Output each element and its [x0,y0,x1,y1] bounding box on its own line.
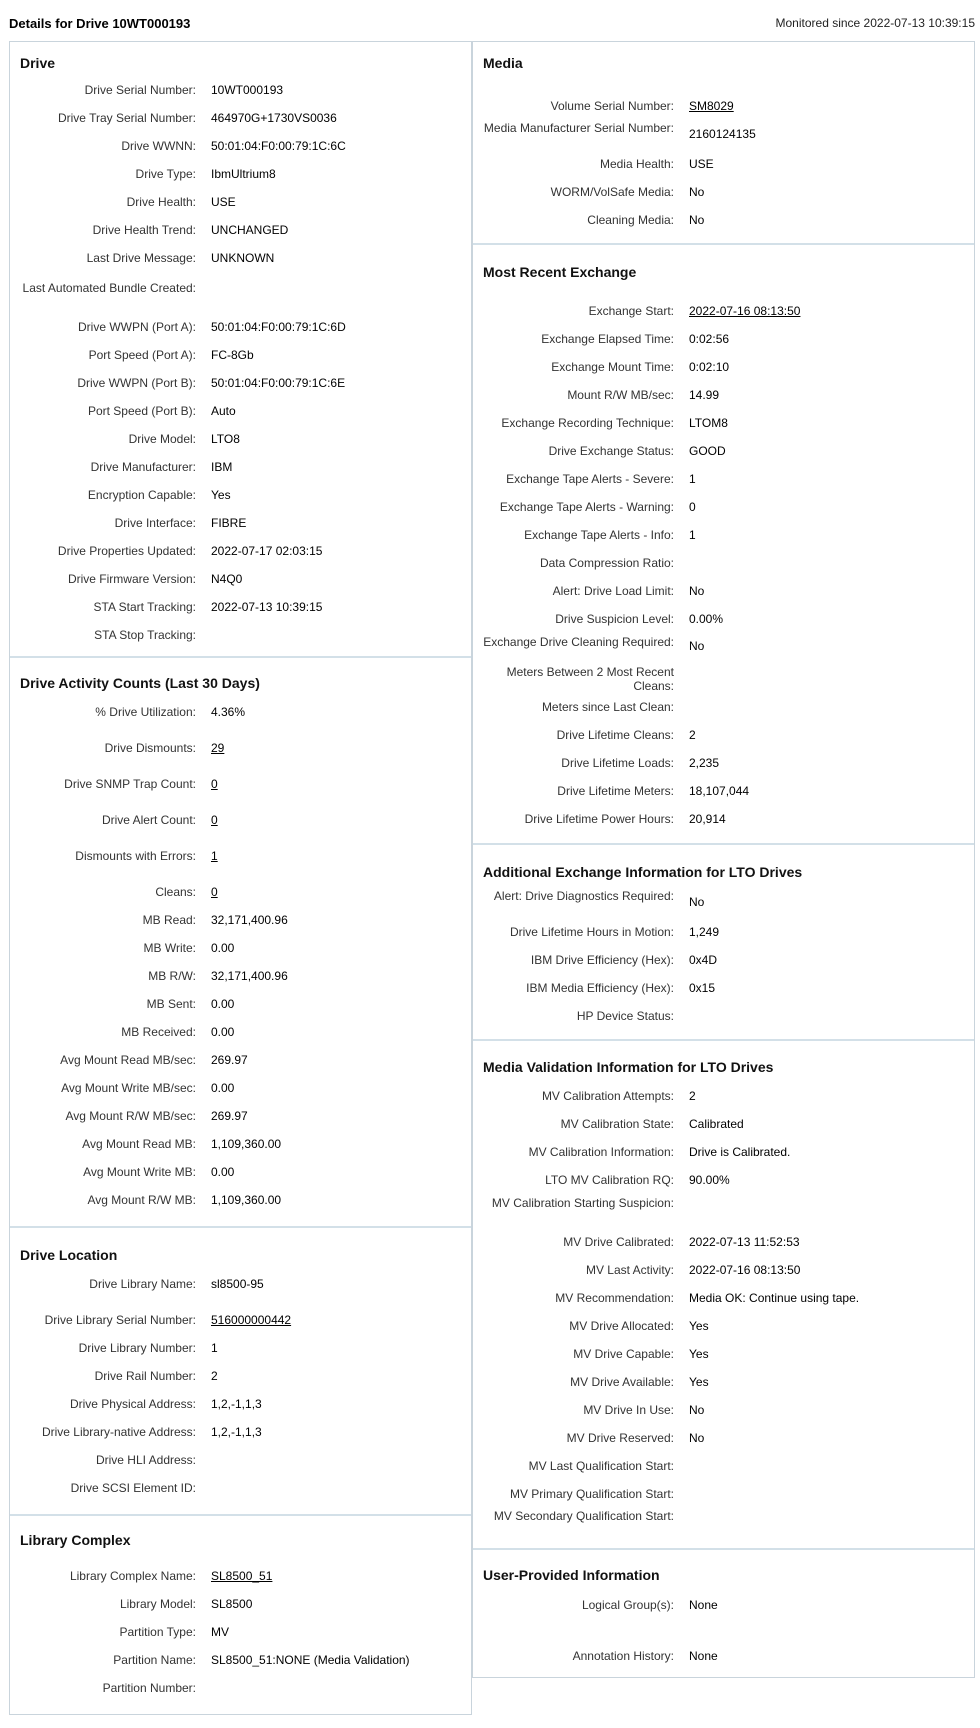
field-label: WORM/VolSafe Media: [550,185,674,199]
field-value: Yes [689,1347,709,1361]
info-row [10,885,471,913]
library-complex-panel [10,1516,471,1714]
field-label: Drive Library Name: [89,1277,196,1291]
info-row [10,281,471,309]
field-value: USE [211,195,236,209]
exchange-panel [473,245,974,845]
field-value: 32,171,400.96 [211,969,288,983]
field-value: Auto [211,404,236,418]
field-value: 0.00 [211,1081,235,1095]
info-row [10,1681,471,1709]
field-label: Volume Serial Number: [550,99,674,113]
field-label: MB R/W: [148,969,196,983]
activity-panel [10,658,471,1228]
field-label: Drive Type: [135,167,196,181]
info-row [10,488,471,516]
field-value: No [689,213,705,227]
field-label: Partition Type: [119,1625,196,1639]
field-label: MV Primary Qualification Start: [509,1487,674,1501]
info-row [473,1196,974,1224]
info-row [473,1235,974,1263]
field-label: Drive SCSI Element ID: [70,1481,196,1495]
field-value: 0 [689,500,696,514]
field-value: No [689,895,705,909]
field-label: Drive Physical Address: [69,1397,196,1411]
field-label: Drive WWNN: [121,139,196,153]
field-label: Mount R/W MB/sec: [567,388,674,402]
info-row [10,849,471,877]
user-provided-heading: User-Provided Information [483,1567,660,1583]
field-label: Avg Mount R/W MB: [87,1193,196,1207]
field-label: HP Device Status: [576,1009,674,1023]
info-row [10,813,471,841]
field-label: Drive Properties Updated: [57,544,196,558]
user-provided-panel [473,1550,974,1677]
field-label: Drive Tray Serial Number: [57,111,196,125]
info-row [10,1193,471,1221]
info-row [10,997,471,1025]
field-value: 2022-07-13 10:39:15 [211,600,323,614]
field-label: Exchange Mount Time: [551,360,674,374]
additional-exchange-panel [473,845,974,1041]
info-row [10,1625,471,1653]
info-row [473,889,974,917]
field-value: 269.97 [211,1109,248,1123]
info-row [10,1081,471,1109]
exchange-start-link[interactable]: 2022-07-16 08:13:50 [689,304,801,318]
field-label: Drive Lifetime Power Hours: [524,812,674,826]
field-label: Port Speed (Port B): [87,404,196,418]
field-label: Avg Mount Write MB: [83,1165,196,1179]
field-label: STA Stop Tracking: [94,628,196,642]
field-label: MV Recommendation: [555,1291,674,1305]
field-label: Meters since Last Clean: [541,700,674,714]
location-heading: Drive Location [20,1247,118,1263]
field-label: Drive Model: [128,432,196,446]
info-row [473,1403,974,1431]
info-row [10,1369,471,1397]
field-value: SL8500_51:NONE (Media Validation) [211,1653,410,1667]
drive-alert-count-link[interactable]: 0 [211,813,218,827]
info-row [473,121,974,149]
field-value: 1,249 [689,925,720,939]
info-row [10,969,471,997]
field-label: Encryption Capable: [87,488,196,502]
field-value: 1,2,-1,1,3 [211,1425,262,1439]
field-value: 0.00 [211,997,235,1011]
field-value: 2022-07-16 08:13:50 [689,1263,801,1277]
info-row [473,185,974,213]
field-value: No [689,1403,705,1417]
field-value: 464970G+1730VS0036 [211,111,337,125]
field-label: MV Drive Allocated: [569,1319,674,1333]
field-label: Drive Lifetime Cleans: [556,728,674,742]
additional-exchange-heading: Additional Exchange Information for LTO Drives [483,864,803,880]
field-label: % Drive Utilization: [95,705,196,719]
field-label: Drive Lifetime Hours in Motion: [509,925,674,939]
field-value: 2 [689,728,696,742]
field-label: Drive HLI Address: [95,1453,196,1467]
info-row [10,1165,471,1193]
info-row [10,941,471,969]
field-label: Partition Name: [113,1653,196,1667]
field-label: Drive Serial Number: [84,83,196,97]
info-row [473,304,974,332]
info-row [10,1453,471,1481]
field-label: Exchange Drive Cleaning Required: [483,635,674,649]
info-row [10,404,471,432]
field-label: MB Sent: [146,997,196,1011]
info-row [473,1649,974,1677]
info-row [473,444,974,472]
field-label: Media Health: [599,157,674,171]
field-value: 2 [689,1089,696,1103]
info-row [473,1291,974,1319]
field-value: FIBRE [211,516,247,530]
field-value: Yes [689,1375,709,1389]
field-label: MV Drive In Use: [583,1403,674,1417]
field-label: Drive Library Serial Number: [44,1313,196,1327]
field-value: 0.00% [689,612,724,626]
field-value: 50:01:04:F0:00:79:1C:6E [211,376,346,390]
field-label: MV Calibration Information: [528,1145,674,1159]
info-row [10,1481,471,1509]
field-label: Drive Health Trend: [92,223,196,237]
info-row [10,1341,471,1369]
exchange-heading: Most Recent Exchange [483,264,637,280]
field-label: Drive WWPN (Port B): [77,376,196,390]
field-label: Meters Between 2 Most Recent Cleans: [506,665,674,693]
info-row [10,1053,471,1081]
field-label: MV Last Activity: [585,1263,674,1277]
info-row [473,1319,974,1347]
field-label: Drive Suspicion Level: [555,612,674,626]
info-row [10,167,471,195]
field-label: Drive Library-native Address: [41,1425,196,1439]
field-label: Exchange Elapsed Time: [541,332,674,346]
field-value: No [689,639,705,653]
info-row [473,925,974,953]
field-value: 2 [211,1369,218,1383]
monitored-since-text: Monitored since 2022-07-13 10:39:15 [775,16,975,30]
info-row [473,584,974,612]
info-row [10,544,471,572]
field-label: MV Calibration State: [560,1117,674,1131]
info-row [10,432,471,460]
field-label: Data Compression Ratio: [539,556,674,570]
field-value: 1 [689,528,696,542]
info-row [473,1347,974,1375]
field-value: No [689,584,705,598]
snmp-trap-count-link[interactable]: 0 [211,777,218,791]
field-value: 0.00 [211,1025,235,1039]
field-value: 10WT000193 [211,83,284,97]
field-value: 1 [689,472,696,486]
field-value: N4Q0 [211,572,243,586]
cleans-link[interactable]: 0 [211,885,218,899]
field-value: Calibrated [689,1117,744,1131]
field-label: Exchange Start: [588,304,674,318]
info-row [10,600,471,628]
field-value: UNKNOWN [211,251,275,265]
info-row [473,1509,974,1537]
field-value: SL8500 [211,1597,253,1611]
field-value: None [689,1598,718,1612]
field-label: Cleaning Media: [587,213,674,227]
field-value: 1,109,360.00 [211,1137,282,1151]
field-label: LTO MV Calibration RQ: [545,1173,674,1187]
info-row [10,195,471,223]
info-row [10,741,471,769]
info-row [10,1569,471,1597]
right-column [472,41,975,1678]
info-row [10,111,471,139]
field-label: Last Automated Bundle Created: [22,281,196,295]
info-row [10,1109,471,1137]
info-row [10,777,471,805]
info-row [473,556,974,584]
field-value: 1,109,360.00 [211,1193,282,1207]
info-row [10,1425,471,1453]
info-row [10,376,471,404]
field-label: Avg Mount R/W MB/sec: [65,1109,196,1123]
info-row [10,223,471,251]
field-label: MB Write: [143,941,196,955]
field-label: Media Manufacturer Serial Number: [483,121,674,135]
field-value: USE [689,157,714,171]
field-label: Drive Library Number: [78,1341,196,1355]
info-row [10,348,471,376]
field-label: STA Start Tracking: [93,600,196,614]
field-value: IbmUltrium8 [211,167,276,181]
info-row [473,416,974,444]
field-value: MV [211,1625,229,1639]
dismounts-with-errors-link[interactable]: 1 [211,849,218,863]
location-panel [10,1228,471,1516]
page-title: Details for Drive 10WT000193 [9,16,191,31]
field-label: Drive Rail Number: [94,1369,196,1383]
info-row [473,756,974,784]
field-value: No [689,1431,705,1445]
field-label: Dismounts with Errors: [75,849,196,863]
left-column [9,41,472,1715]
field-label: MV Secondary Qualification Start: [493,1509,674,1523]
drive-panel [10,42,471,658]
info-row [473,472,974,500]
info-row [473,1263,974,1291]
field-label: Exchange Recording Technique: [501,416,674,430]
field-value: 14.99 [689,388,720,402]
field-value: 2022-07-13 11:52:53 [689,1235,800,1249]
field-label: Drive Firmware Version: [67,572,196,586]
field-label: MV Calibration Starting Suspicion: [491,1196,674,1210]
field-label: MV Calibration Attempts: [541,1089,674,1103]
field-label: Drive Alert Count: [101,813,196,827]
field-value: No [689,185,705,199]
field-label: MB Read: [142,913,196,927]
field-label: Avg Mount Read MB/sec: [60,1053,196,1067]
info-row [10,516,471,544]
info-row [10,1597,471,1625]
field-label: MV Drive Available: [570,1375,674,1389]
field-label: IBM Media Efficiency (Hex): [526,981,674,995]
field-value: 269.97 [211,1053,248,1067]
field-label: Drive Dismounts: [104,741,196,755]
info-row [473,528,974,556]
info-row [473,812,974,840]
field-label: Drive SNMP Trap Count: [64,777,196,791]
info-row [10,1025,471,1053]
library-complex-heading: Library Complex [20,1532,131,1548]
field-value: 90.00% [689,1173,730,1187]
info-row [473,360,974,388]
field-value: sl8500-95 [211,1277,264,1291]
info-row [10,1313,471,1341]
field-label: Alert: Drive Diagnostics Required: [493,889,674,903]
field-label: MV Drive Capable: [573,1347,674,1361]
field-label: Exchange Tape Alerts - Info: [524,528,674,542]
info-row [473,981,974,1009]
field-label: Exchange Tape Alerts - Severe: [506,472,674,486]
field-value: Drive is Calibrated. [689,1145,791,1159]
field-value: 2160124135 [689,127,756,141]
activity-heading: Drive Activity Counts (Last 30 Days) [20,675,260,691]
info-row [473,1598,974,1626]
info-row [10,628,471,656]
field-label: Logical Group(s): [581,1598,674,1612]
field-label: Last Drive Message: [86,251,196,265]
info-row [473,635,974,663]
info-row [10,1137,471,1165]
field-value: 18,107,044 [689,784,750,798]
info-row [473,700,974,728]
field-label: Annotation History: [572,1649,674,1663]
field-value: IBM [211,460,233,474]
field-label: MV Drive Reserved: [566,1431,674,1445]
field-value: 1,2,-1,1,3 [211,1397,262,1411]
field-value: Yes [689,1319,709,1333]
info-row [10,460,471,488]
library-serial-link[interactable]: 516000000442 [211,1313,292,1327]
field-value: 0x15 [689,981,716,995]
field-label: MV Last Qualification Start: [528,1459,674,1473]
field-label: Port Speed (Port A): [88,348,196,362]
field-label: Drive WWPN (Port A): [77,320,196,334]
info-row [10,1277,471,1305]
field-value: GOOD [689,444,726,458]
drive-heading: Drive [20,55,56,71]
field-value: 0:02:10 [689,360,730,374]
info-row [10,251,471,279]
field-value: 50:01:04:F0:00:79:1C:6C [211,139,346,153]
info-row [473,1089,974,1117]
field-label: Drive Health: [126,195,196,209]
media-validation-panel [473,1041,974,1550]
info-row [473,1009,974,1037]
field-label: Drive Interface: [114,516,196,530]
info-row [473,388,974,416]
media-panel [473,42,974,245]
info-row [10,913,471,941]
info-row [473,1459,974,1487]
field-value: 0.00 [211,941,235,955]
field-value: 0x4D [689,953,718,967]
field-label: Avg Mount Write MB/sec: [61,1081,196,1095]
info-row [473,500,974,528]
info-row [10,320,471,348]
field-value: UNCHANGED [211,223,289,237]
info-row [473,728,974,756]
field-label: Cleans: [155,885,196,899]
info-row [473,332,974,360]
field-label: IBM Drive Efficiency (Hex): [530,953,674,967]
info-row [10,705,471,733]
info-row [473,665,974,693]
field-value: Media OK: Continue using tape. [689,1291,860,1305]
info-row [473,1117,974,1145]
field-value: 1 [211,1341,218,1355]
info-row [473,784,974,812]
field-value: FC-8Gb [211,348,254,362]
info-row [473,1375,974,1403]
field-value: 4.36% [211,705,246,719]
field-value: 2,235 [689,756,720,770]
info-row [10,572,471,600]
info-row [10,83,471,111]
field-label: Partition Number: [102,1681,196,1695]
page-header [0,14,975,34]
media-validation-heading: Media Validation Information for LTO Drives [483,1059,774,1075]
info-row [10,1653,471,1681]
info-row [473,953,974,981]
info-row [10,1397,471,1425]
field-label: Avg Mount Read MB: [82,1137,196,1151]
field-value: Yes [211,488,231,502]
field-value: 0.00 [211,1165,235,1179]
media-heading: Media [483,55,523,71]
field-label: Drive Exchange Status: [548,444,674,458]
info-row [473,1431,974,1459]
field-value: LTOM8 [689,416,728,430]
info-row [10,139,471,167]
field-label: MB Received: [121,1025,196,1039]
volume-serial-link[interactable]: SM8029 [689,99,734,113]
field-label: MV Drive Calibrated: [563,1235,674,1249]
field-label: Library Model: [119,1597,196,1611]
field-label: Drive Manufacturer: [90,460,196,474]
field-value: LTO8 [211,432,240,446]
field-value: 20,914 [689,812,726,826]
field-value: 50:01:04:F0:00:79:1C:6D [211,320,346,334]
drive-dismounts-link[interactable]: 29 [211,741,225,755]
field-label: Drive Lifetime Loads: [561,756,674,770]
field-value: 0:02:56 [689,332,730,346]
field-value: 2022-07-17 02:03:15 [211,544,323,558]
field-label: Drive Lifetime Meters: [557,784,674,798]
info-row [473,157,974,185]
library-complex-link[interactable]: SL8500_51 [211,1569,273,1583]
field-label: Exchange Tape Alerts - Warning: [499,500,674,514]
field-label: Library Complex Name: [69,1569,196,1583]
field-value: 32,171,400.96 [211,913,288,927]
info-row [473,213,974,241]
field-value: None [689,1649,718,1663]
info-row [473,1145,974,1173]
field-label: Alert: Drive Load Limit: [552,584,674,598]
